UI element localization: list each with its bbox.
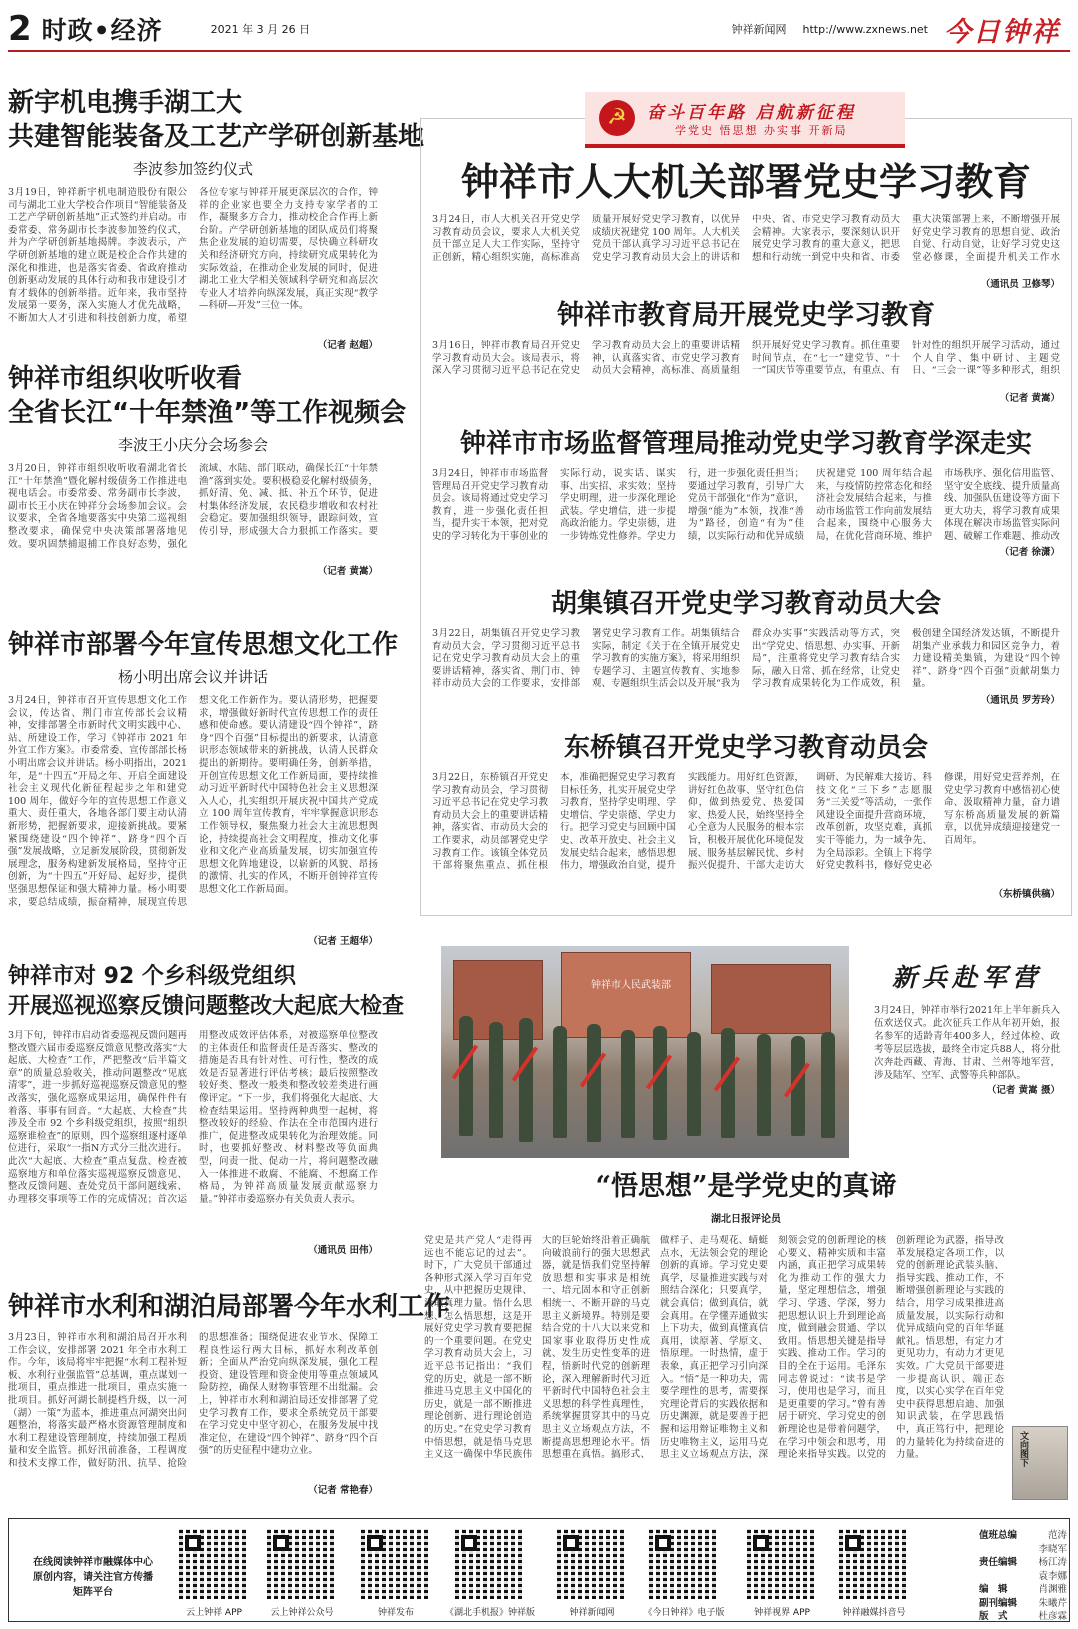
qr-code-icon[interactable] [557, 1529, 627, 1599]
article-inspection-rectification [8, 962, 405, 1256]
article-body: 3月20日，钟祥市组织收听收看湖北省长江“十年禁渔”暨化解村级债务工作推进电视电话会。市委常委、常务副市长李波，副市长王小庆在钟祥分会场参加会议。会议要求，全省各地要落实中央第二巡视组整改要求，确保党中央决策部署落地见效。要巩固禁捕退捕工作良好态势，强化流域、水陆、部门联动，确保长江“十年禁渔”落到实处。要积极稳妥化解村级债务，抓好清、免、减、抵、补五个环节，促进村集体经济发展，农民稳步增收和农村社会稳定。要加强组织领导，跟踪问效，宣传引导，形成强大合力狠抓工作落实。要 [8, 463, 378, 550]
headline-line2: 共建智能装备及工艺产学研创新基地 [8, 122, 425, 152]
byline: （记者 王超华） [308, 936, 378, 947]
article-body: 3月24日，钟祥市召开宣传思想文化工作会议，传达省、荆门市宣传部长会议精神，安排部署全市新时代文明实践中心、站、所建设工作，学习《钟祥市 2021 年外宣工作方案》。市委常委、宣传部部长杨小明出席会议并讲话。杨小明指出，2021 年，是“十四五”开局之年、开启全面建设社会主义现代化新征程起步之年和建党 100 周年，做好今年的宣传思想工作意义重大、责任重大，各地各部门要主动认清新形势，把握新要求，迎接新挑战。要紧紧围绕建设“四个钟祥”、跻身“四个百强”发展战略，立足新发展阶段，贯彻新发展理念，服务构建新发展格局，坚持守正创新，为“十四五”开好局、起好步，提供坚强思想保证和强大精神力量。杨小明要求，要总结成绩，振奋精神，展现宣传思想文化工作新作为。要认清形势，把握要求，增强做好新时代宣传思想工作的责任感和使命感。要认清建设“四个钟祥”，跻身“四个百强”目标提出的新要求，认清意识形态领域带来的新挑战，认清人民群众提出的新期待。要明确任务，创新举措，开创宣传思想文化工作新局面，要持续推动习近平新时代中国特色社会主义思想深入人心，扎实组织开展庆祝中国共产党成立 100 周年宣传教育，牢牢掌握意识形态工作领导权，聚焦聚力社会大主流思想舆论，持续提高社会文明程度，推动文化事业和文化产业高质量发展，切实加强宣传思想文化阵地建设，以崭新的风貌、昂扬的激情、扎实的作风，不断开创钟祥宣传思想文化工作新局面。 [8, 695, 378, 908]
brief-title: 新兵赴军营 [891, 963, 1042, 992]
byline: （通讯员 田伟） [308, 1245, 378, 1256]
article-xinyu [8, 86, 425, 351]
qr-code-icon[interactable] [361, 1529, 431, 1599]
party-history-banner [585, 92, 905, 148]
article-body: 3月下旬，钟祥市启动省委巡视反馈问题再整改暨六届市委巡察反馈意见整改落实“大起底、大检查”工作，严把整改“后半篇文章”的质量总验收关，推动问题整改“见底清零”，进一步抓好巡视巡察反馈意见的整改落实，强化巡察成果运用，确保件件有着落、事事有回音。“大起底、大检查”共涉及全市 92 个乡科级党组织，按照“组织巡察谁检查”的原则，四个巡察组逐村逐单位进行，采取“一指N方式分三批次进行。此次“大起底、大检查”重点复盘、检查被巡察地方和单位落实巡视巡察反馈意见、整改反馈问题、查处党员干部问题线索、办理移交事项等工作的完成情况；首次运用整改成效评估体系，对被巡察单位整改的主体责任和监督责任是否落实、整改的措施是否具有针对性、可行性，整改的成效是否显著进行评估考核；最后按照整改较好类、整改一般类和整改较差类进行画像评定。“下一步，我们将强化大起底、大检查结果运用。坚持两种典型一起树，将整改较好的经验、作法在全市范围内进行推广，促进整改成果转化为治理效能。同时，也要抓好整改、材料整改等负面典型，问责一批、促动一片，将问题整改融入一体推进不敢腐、不能腐、不想腐工作格局，为钟祥高质量发展贡献巡察力量。”钟祥市委巡察办有关负责人表示。 [8, 1030, 378, 1205]
headline-line2: 全省长江“十年禁渔”等工作视频会 [8, 398, 407, 428]
headline: 胡集镇召开党史学习教育动员大会 [550, 589, 941, 619]
editorial-credits: 值班总编 范涛 李晓军 责任编辑 杨江涛 袁李娜 编 辑 肖渊雅 副刊编辑 朱曦芹 版 式 杜彦霖 [979, 1530, 1067, 1622]
article-body: 3月16日，钟祥市教育局召开党史学习教育动员大会。该局表示，将深入学习贯彻习近平总书记在党史学习教育动员大会上的重要讲话精神，认真落实省、市党史学习教育动员大会精神，高标准、高质量组织开展好党史学习教育。抓住重要时间节点，在“七一”建党节、“十一”国庆节等重要节点，有重点、有针对性的组织开展学习活动，通过个人自学、集中研讨、主题党日、“三会一课”等多种形式，组织 [432, 340, 1060, 377]
article-body: 3月19日，钟祥新宇机电制造股份有限公司与湖北工业大学校合作项目“智能装备及工艺产学研创新基地”正式签约并启动。市委常委、常务副市长李波参加签约仪式，并为产学研创新基地揭牌。李波表示，产学研创新基地的建立既是校企合作共建的深化和推进，也是落实省委、省政府推动创新驱动发展的具体行动和我市建设引才育才载体的创新举措。近年来，我市坚持发展第一要务，深入实施人才优先战略，不断加大人才引进和科技创新力度，希望各位专家与钟祥开展更深层次的合作，钟祥的企业家也要全力支持专家学者的工作，凝聚多方合力，推动校企合作再上新台阶。产学研创新基地的团队成员们将聚焦企业发展的迫切需要，尽快确立科研攻关和经济研究方向，持续研究成果转化为实际效益，在推动企业发展的同时，促进湖北工业大学相关领域科学研究和高层次专业人才培养向纵深发展，真正实现“教学—科研—开发”三位一体。 [8, 187, 378, 324]
article-npc-party-history [432, 158, 1060, 290]
qr-code-icon[interactable] [747, 1529, 817, 1599]
article-ten-year-fishing-ban [8, 362, 407, 577]
headline-line2: 开展巡视巡察反馈问题整改大起底大检查 [8, 994, 405, 1019]
commentary-body: 党史是共产党人“走得再远也不能忘记的过去”。时下，广大党员干部通过各种形式深入学习百年党史，从中把握历史规律、汲取真理力量。悟什么思想、怎么悟思想，这是开展好党史学习教育要把握的一个重要问题。在党史学习教育动员大会上，习近平总书记指出：“我们党的历史，就是一部不断推进马克思主义中国化的历史，就是一部不断推进理论创新、进行理论创造的历史。”在党史学习教育中悟思想，就是悟马克思主义这一确保中华民族伟大的巨轮始终沿着正确航向破浪前行的强大思想武器，就是悟我们党坚持解放思想和实事求是相统一、培元固本和守正创新相统一、不断开辟的马克思主义新境界。特别是要结合党的十八大以来党和国家事业取得历史性成就、发生历史性变革的进程，悟新时代党的创新理论，深入理解新时代习近平新时代中国特色社会主义思想的科学性真理性，系统掌握贯穿其中的马克思主义立场观点方法，不断提高思想理论水平。悟思想重在真悟。搞形式、做样子、走马观花、蜻蜓点水，无法领会党的理论创新的真谛。学习党史要真学，尽量推进实践与对照结合深化；只要真学，就会真信；做到真信，就会真用。在学懂弄通做实上下功夫，做到真懂真信真用，读原著、学原文、悟原理。一时热情，虚于表象，真正把学习引向深入。“悟”是一种功夫，需要学理性的思考，需要探究理论背后的实践依据和历史渊源，就是要善于把握和运用辩证唯物主义和历史唯物主义，运用马克思主义立场观点方法，深刻领会党的创新理论的核心要义、精神实质和丰富内涵，真正把学习成果转化为推动工作的强大力量，坚定理想信念，增强学习、学透、学深，努力把思想认识上升到理论高度，做到融会贯通、学以致用。悟思想关键是指导实践、推动工作。学习的目的全在于运用。毛泽东同志曾说过：“读书是学习，使用也是学习，而且是更重要的学习。”曾有善居于研究、学习党史的创新理论也是带着问题学，在学习中领会和思考，用理论来指导实践。以党的创新理论为武器，指导改革发展稳定各项工作，以党的创新理论武装头脑、指导实践、推动工作，不断增强创新理论与实践的结合，用学习成果推进高质量发展，以实际行动和优异成绩向党的百年华诞献礼。悟思想，有定力才更见功力，有动力才更见实效。广大党员干部要进一步提高认识、端正态度，以实心实学在百年党史中获得思想启迪、加强知识武装，在学思践悟中，真正笃行中，把理论的力量转化为持续奋进的力量。 [424, 1235, 1004, 1461]
headline: 钟祥市部署今年宣传思想文化工作 [8, 630, 399, 660]
qr-code-icon[interactable] [179, 1529, 249, 1599]
editor-portrait-thumbnail: 文向图下 [1012, 1426, 1068, 1500]
banner-title: 奋斗百年路 启航新征程 [647, 103, 856, 123]
footer-tagline: 在线阅读钟祥市融媒体中心原创内容，请关注官方传播矩阵平台 [33, 1557, 153, 1598]
byline: （东桥镇供稿） [993, 889, 1060, 900]
article-water-conservancy [8, 1290, 451, 1496]
masthead [8, 8, 1070, 52]
qr-label: 《今日钟祥》电子版 [643, 1608, 725, 1618]
qr-label: 《湖北手机报》钟祥版 [445, 1608, 536, 1618]
article-huji-town [432, 586, 1060, 706]
article-dongqiao-town [432, 730, 1060, 900]
subheadline: 李波王小庆分会场参会 [117, 436, 268, 454]
byline: （记者 徐潇） [999, 547, 1060, 558]
subheadline: 李波参加签约仪式 [132, 160, 253, 178]
article-body: 3月24日，市人大机关召开党史学习教育动员会议，要求人大机关党员干部立足人大工作实际，坚持守正创新，精心组织实施，高标准高质量开展好党史学习教育，以优异成绩庆祝建党 100 周年。人大机关党员干部认真学习习近平总书记在党史学习教育动员大会上的讲话和中央、省、市党史学习教育动员大会精神。大家表示，要深刻认识开展党史学习教育的重大意义，把思想和行动统一到党中央和省、市委重大决策部署上来，不断增强开展好党史学习教育的思想自觉、政治自觉、行动自觉，让好学习党史这堂必修课，全面提升机关工作水 [432, 214, 1060, 263]
headline: 钟祥市人大机关部署党史学习教育 [460, 160, 1031, 204]
qr-label: 钟祥新闻网 [569, 1608, 615, 1618]
headline-line1: 钟祥市组织收听收看 [8, 364, 243, 394]
party-emblem-icon: ☭ [599, 100, 635, 136]
byline: （记者 赵超） [317, 340, 378, 351]
article-body: 3月22日，胡集镇召开党史学习教育动员大会，学习贯彻习近平总书记在党史学习教育动员大会上的重要讲话精神，落实省、荆门市、钟祥市动员大会的工作要求，安排部署党史学习教育工作。胡集镇结合实际，制定《关于在全镇开展党史学习教育的实施方案》，将采用组织专题学习、主题宣传教育、实地参观、专题组织生活会以及开展“我为群众办实事”实践活动等方式，突出“学党史、悟思想、办实事、开新局”，注重将党史学习教育结合实际，融入日常、抓在经常，让党史学习教育成果转化为工作成效，积极创建全国经济发达镇，不断提升胡集产业承载力和园区竞争力，着力建设精美集镇，为建设“四个钟祥”、跻身“四个百强”贡献胡集力量。 [432, 628, 1060, 690]
qr-code-icon[interactable] [839, 1529, 909, 1599]
headline: 钟祥市教育局开展党史学习教育 [557, 300, 935, 331]
article-education-bureau [432, 298, 1060, 404]
qr-label: 钟祥融媒抖音号 [842, 1608, 906, 1618]
section-title: 时政•经济 [41, 16, 163, 45]
byline: （记者 黄嵩） [317, 566, 378, 577]
new-recruits-photo [441, 946, 849, 1158]
article-body: 3月24日，钟祥市市场监督管理局召开党史学习教育动员会。该局将通过党史学习教育，进一步强化责任担当，提升实干本领，把对党史的学习转化为干事创业的实际行动，说实话、谋实事、出实招、求实效；坚持学史明理，进一步深化理论武装。学史增信，进一步提高政治能力。学史崇德，进一步铸炼党性修养。学史力行，进一步强化责任担当；要通过学习教育，引导广大党员干部强化“作为”意识，增强“能为”本领，找准“善为”路径，创造“有为”佳绩，以实际行动和优异成绩庆祝建党 100 周年结合起来，与疫情防控常态化和经济社会发展结合起来，与推动市场监管工作向前发展结合起来，围绕中心服务大局，在优化营商环境、维护市场秩序、强化信用监管、坚守安全底线、提升质量高线、加强队伍建设等方面下更大功夫，将学习教育成果体现在解决市场监管实际问题、破解工作难题、推动改 [432, 468, 1060, 542]
commentary-source: 湖北日报评论员 [711, 1214, 781, 1225]
byline: （记者 常艳春） [308, 1485, 378, 1496]
headline-line1: 新宇机电携手湖工大 [8, 88, 243, 118]
byline: （通讯员 卫修琴） [980, 279, 1060, 290]
site-url[interactable]: http://www.zxnews.net [802, 22, 928, 36]
byline: （记者 黄嵩） [999, 393, 1060, 404]
issue-date: 2021 年 3 月 26 日 [210, 23, 311, 36]
building-sign: 钟祥市人民武装部 [591, 980, 671, 991]
footer-media-matrix [8, 1518, 1070, 1622]
site-name: 钟祥新闻网 [731, 23, 787, 36]
brief-body: 3月24日，钟祥市举行2021年上半年新兵入伍欢送仪式。此次征兵工作从年初开始，报名参军的适龄青年400多人，经过体检、政考等层层选拔，最终全市定兵88人，将分批次奔赴西藏、青海、甘肃、兰州等地军营，涉及陆军、空军、武警等兵种部队。 [874, 1005, 1060, 1081]
qr-label: 钟祥视界 APP [754, 1608, 810, 1618]
qr-label: 钟祥发布 [377, 1608, 414, 1618]
article-propaganda-work [8, 628, 399, 947]
headline: 东桥镇召开党史学习教育动员会 [563, 733, 928, 763]
commentary-title: “悟思想”是学党史的真谛 [595, 1171, 897, 1202]
qr-label: 云上钟祥 APP [186, 1608, 242, 1618]
commentary-article [424, 1168, 1068, 1481]
article-body: 3月22日，东桥镇召开党史学习教育动员会，学习贯彻习近平总书记在党史学习教育动员大会上的重要讲话精神，落实省、市动员大会的工作要求，动员部署党史学习教育工作。该镇全体党员干部将聚焦重点、抓住根本，准确把握党史学习教育目标任务，扎实开展党史学习教育，坚持学史明理、学史增信、学史崇德、学史力行。把学习党史与回顾中国史、改革开放史、社会主义发展史结合起来，感悟思想伟力，增强政治自觉，提升实践能力。用好红色资源，讲好红色故事、坚守红色信仰，做到热爱党、热爱国家、热爱人民，始终坚持全心全意为人民服务的根本宗旨，积极开展优化环境促发展、服务基层解民忧、乡村振兴促提升、干部大走访大调研、为民解难大接访、科技文化“三下乡”志愿服务“三关爱”等活动，一张作风建设全面提升营商环境，改革创新，攻坚克难，真抓实干等能力，为一域争先、为全局添彩。全镇上下将学好党史教科书，修好党史必修课，用好党史营养剂，在党史学习教育中感悟初心使命、汲取精神力量，奋力谱写东桥高质量发展的新篇章，以优异成绩迎接建党一百周年。 [432, 772, 1060, 872]
qr-code-icon[interactable] [455, 1529, 525, 1599]
byline: （通讯员 罗芳玲） [980, 695, 1060, 706]
news-brief-recruits [874, 958, 1060, 1096]
article-market-supervision [432, 426, 1060, 558]
qr-label: 云上钟祥公众号 [270, 1608, 334, 1618]
headline: 钟祥市水利和湖泊局部署今年水利工作 [8, 1292, 451, 1322]
brief-byline: （记者 黄嵩 摄） [986, 1085, 1060, 1096]
subheadline: 杨小明出席会议并讲话 [117, 668, 268, 686]
qr-code-icon[interactable] [267, 1529, 337, 1599]
article-body: 3月23日，钟祥市水利和湖泊局召开水利工作会议，安排部署 2021 年全市水利工作。今年，该局将牢牢把握“水利工程补短板、水利行业强监管”总基调，重点谋划一批项目，重点推进一批项目，重点实施一批项目。抓好河湖长制提档升级，以一河（湖）一策”为蓝本，推进重点河湖突出问题整治，将落实最严格水资源管理制度和水利工程建设管理制度，持续加强工程质量和安全监管。抓好汛前准备，工程调度和技术支撑工作，做好防汛、抗旱、抢险的思想准备；围绕促进农业节水、保障工程良性运行两大目标，抓好水利改革创新；全面从严治党向纵深发展，强化工程投资、建设管理和资金使用等重点领域风险防控，确保人财物事管理不出纰漏。会上，钟祥市水利和湖泊局还安排部署了党史学习教育工作，要求全系统党员干部要在学习党史中坚守初心，在服务发展中找准定位，在建设“四个钟祥”、跻身“四个百强”的历史征程中建功立业。 [8, 1332, 378, 1469]
banner-slogan: 学党史 悟思想 办实事 开新局 [675, 124, 848, 137]
page-number: 2 [8, 9, 32, 49]
paper-logo: 今日钟祥 [944, 16, 1060, 48]
qr-code-icon[interactable] [649, 1529, 719, 1599]
headline: 钟祥市市场监督管理局推动党史学习教育学深走实 [459, 429, 1032, 459]
headline-line1: 钟祥市对 92 个乡科级党组织 [8, 964, 296, 989]
